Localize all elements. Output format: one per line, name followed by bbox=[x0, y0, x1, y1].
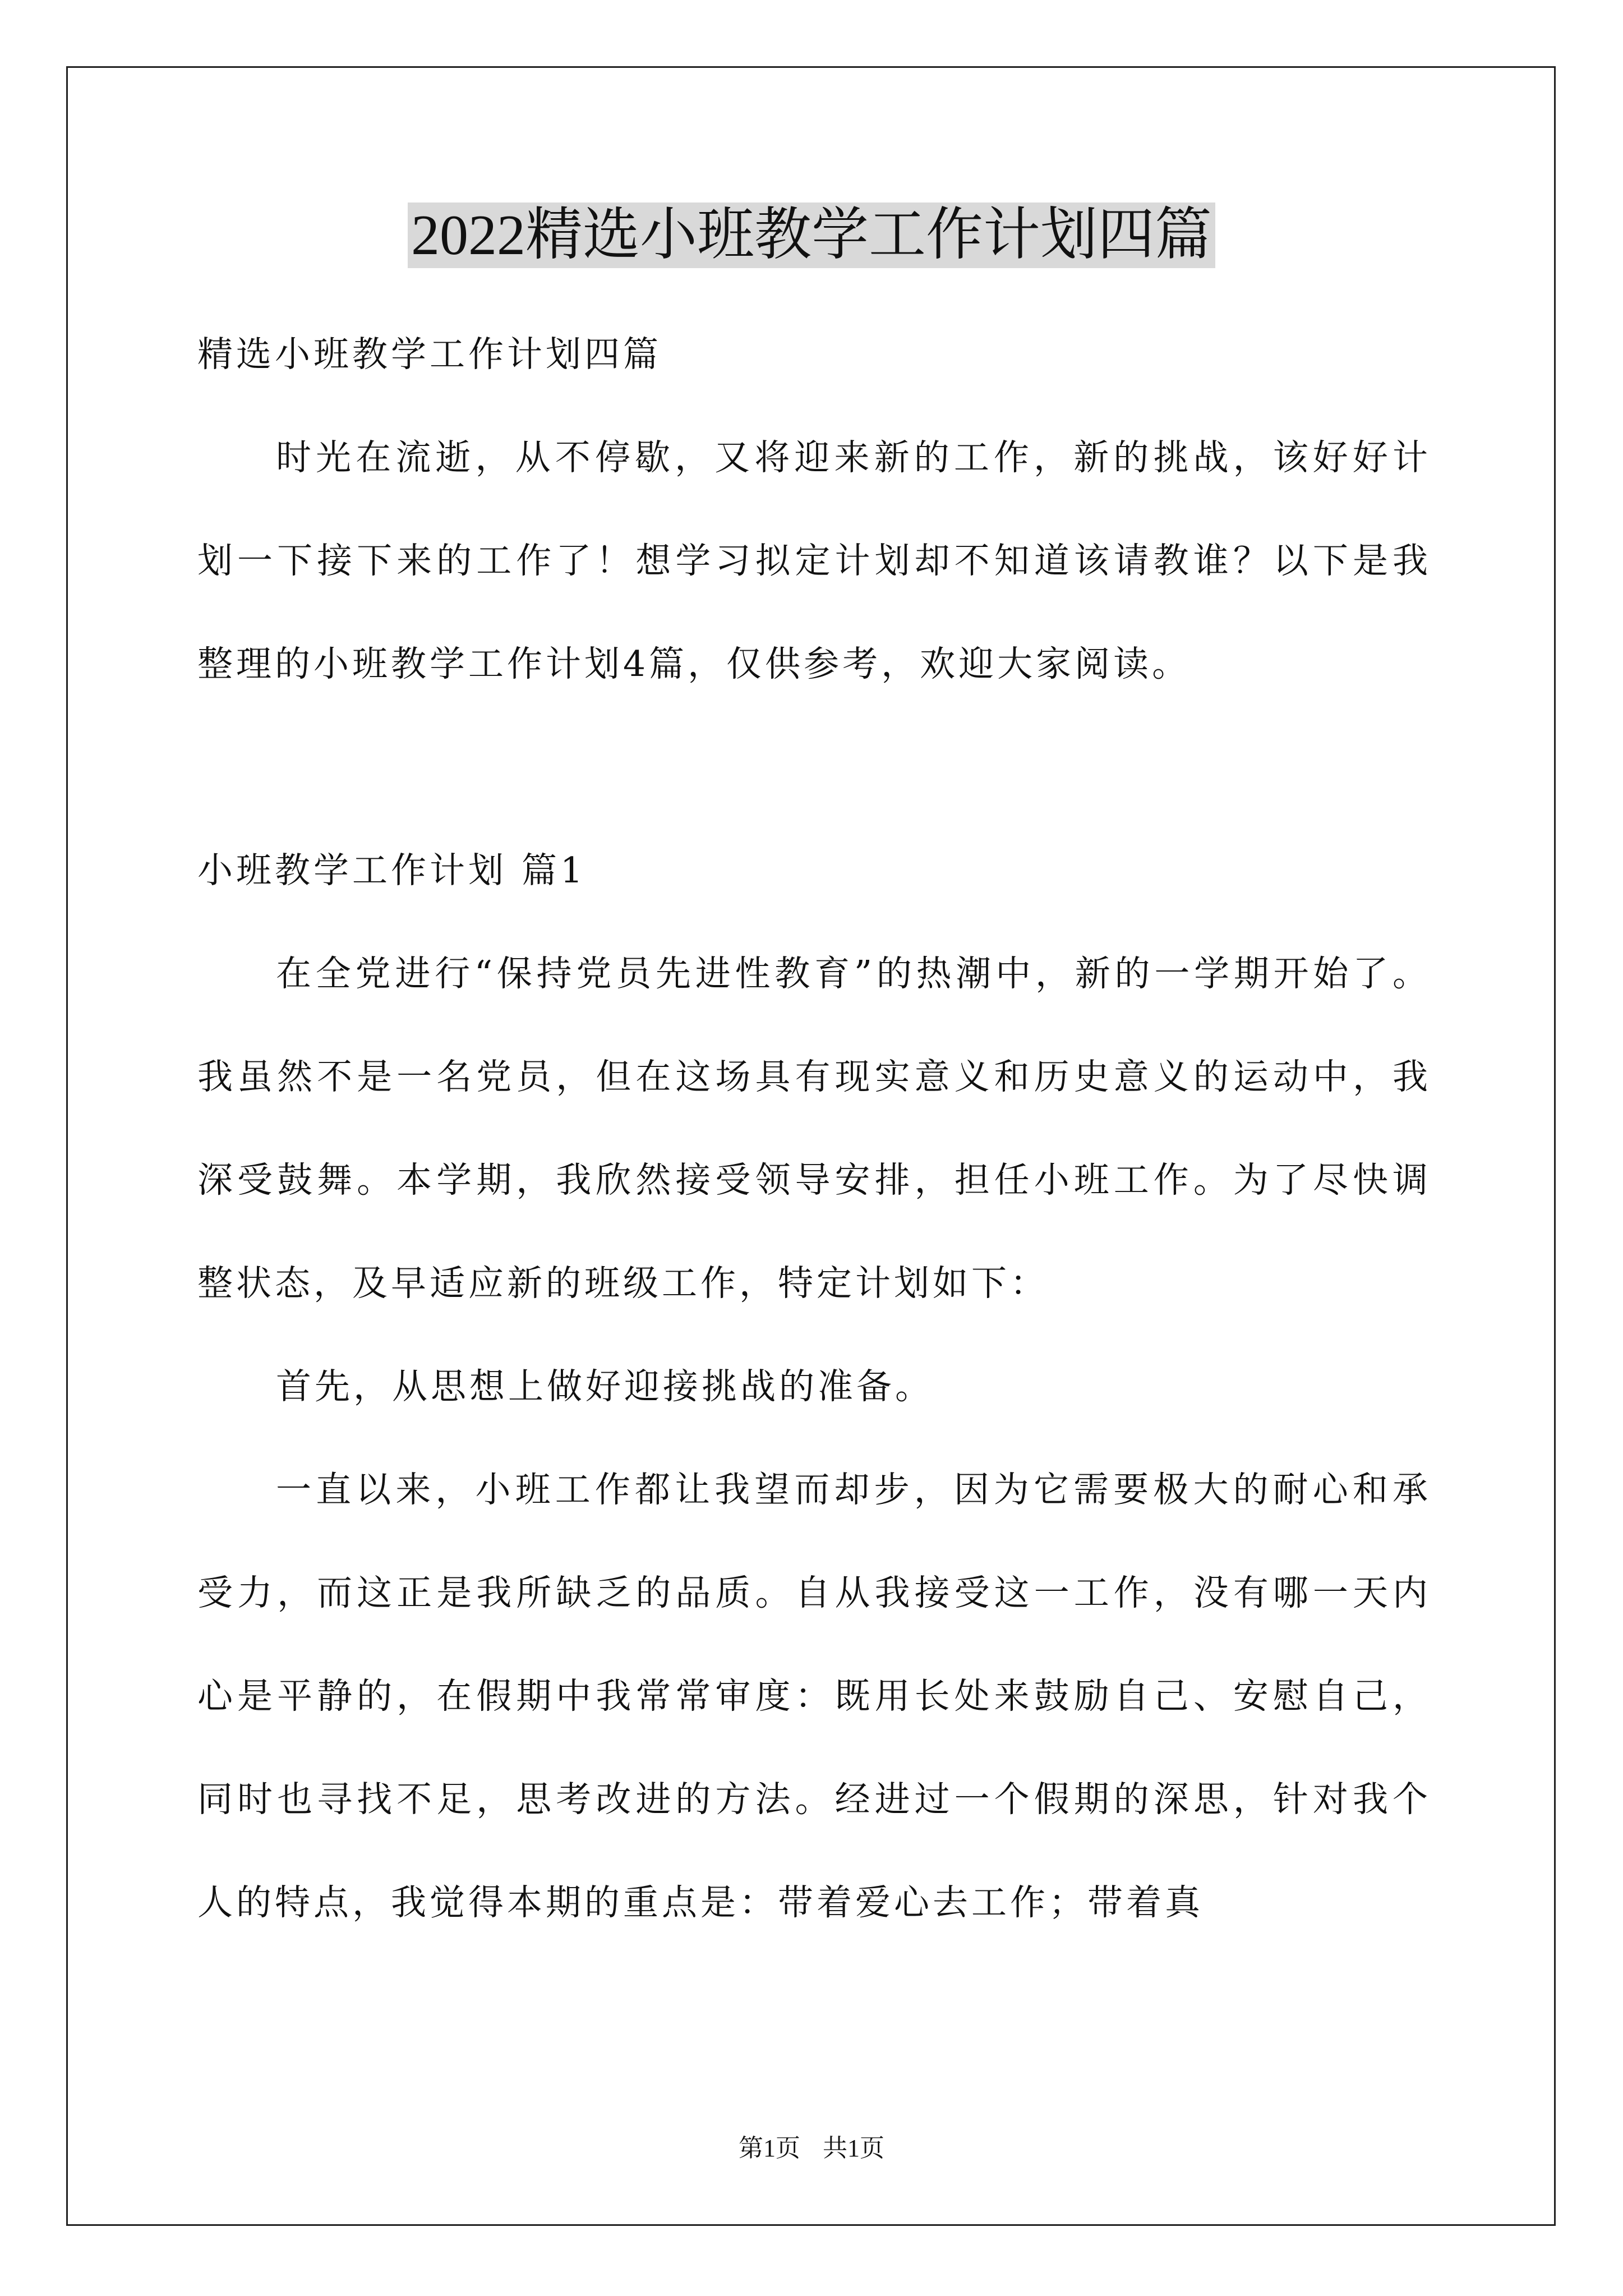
document-subtitle: 精选小班教学工作计划四篇 bbox=[197, 334, 662, 375]
page-footer bbox=[0, 2132, 1623, 2165]
body-paragraph: 一直以来，小班工作都让我望而却步，因为它需要极大的耐心和承受力，而这正是我所缺乏的品质。自从我接受这一工作，没有哪一天内心是平静的，在假期中我常常审度：既用长处来鼓励自己、安慰自己，同时也寻找不足，思考改进的方法。经进过一个假期的深思，针对我个人的特点，我觉得本期的重点是：带着爱心去工作；带着真 bbox=[197, 1469, 1431, 1923]
document-title-text: 2022精选小班教学工作计划四篇 bbox=[408, 203, 1215, 268]
document-title bbox=[0, 196, 1623, 275]
body-paragraph: 首先，从思想上做好迎接挑战的准备。 bbox=[276, 1366, 934, 1407]
spacer bbox=[197, 716, 1431, 819]
body-paragraph: 在全党进行“保持党员先进性教育”的热潮中，新的一学期开始了。我虽然不是一名党员，但在这场具有现实意义和历史意义的运动中，我深受鼓舞。本学期，我欣然接受领导安排，担任小班工作。为了尽快调整状态，及早适应新的班级工作，特定计划如下： bbox=[197, 953, 1431, 1304]
page-number: 第1页 bbox=[739, 2134, 800, 2162]
page-total: 共1页 bbox=[823, 2134, 884, 2162]
intro-paragraph: 时光在流逝，从不停歇，又将迎来新的工作，新的挑战，该好好计划一下接下来的工作了！想学习拟定计划却不知道该请教谁？以下是我整理的小班教学工作计划4篇，仅供参考，欢迎大家阅读。 bbox=[197, 437, 1431, 684]
section-heading: 小班教学工作计划 篇1 bbox=[197, 850, 587, 891]
document-body bbox=[197, 303, 1431, 1954]
